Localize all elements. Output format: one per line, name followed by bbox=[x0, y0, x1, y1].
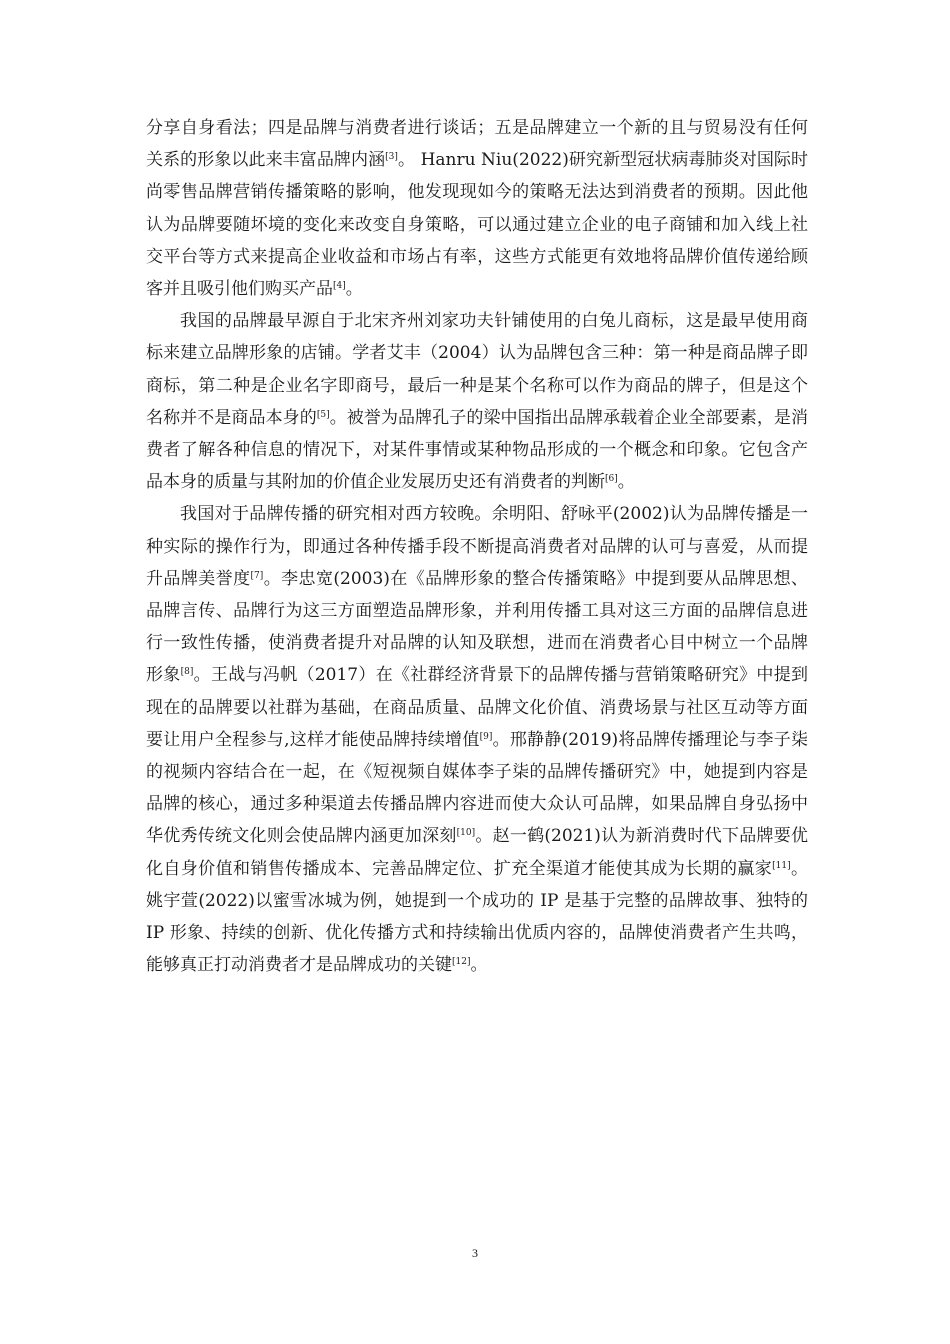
paragraph-3 bbox=[146, 498, 808, 981]
text-run: 。 bbox=[470, 955, 488, 976]
citation-ref: [12] bbox=[452, 957, 471, 968]
citation-ref: [11] bbox=[772, 860, 791, 871]
text-run: 。邢静静(2019)将品牌传播理论与李子柒的视频内容结合在一起，在《短视频自媒体李子柒的品牌传播研究》中，她提到内容是品牌的核心，通过多种渠道去传播品牌内容进而使大众认可品牌，如果品牌自身弘扬中华优秀传统文化则会使品牌内涵更加深刻 bbox=[146, 729, 808, 847]
text-run: 。 Hanru Niu(2022)研究新型冠状病毒肺炎对国际时尚零售品牌营销传播策略的影响，他发现现如今的策略无法达到消费者的预期。因此他认为品牌要随坏境的变化来改变自身策略，可以通过建立企业的电子商铺和加入线上社交平台等方式来提高企业收益和市场占有率，这些方式能更有效地将品牌价值传递给顾客并且吸引他们购买产品 bbox=[146, 150, 808, 300]
citation-ref: [9] bbox=[479, 731, 493, 742]
citation-ref: [10] bbox=[456, 828, 476, 839]
page-number: 3 bbox=[472, 1246, 478, 1260]
text-run: 。 bbox=[617, 472, 635, 493]
document-body bbox=[146, 112, 808, 981]
paragraph-1 bbox=[146, 112, 808, 305]
citation-ref: [8] bbox=[180, 667, 194, 678]
text-run: 。 bbox=[345, 279, 363, 300]
text-run: 。李忠宽(2003)在《品牌形象的整合传播策略》中提到要从品牌思想、品牌言传、品牌行为这三方面塑造品牌形象，并利用传播工具对这三方面的品牌信息进行一致性传播，使消费者提升对品牌的认知及联想，进而在消费者心目中树立一个品牌形象 bbox=[146, 568, 809, 686]
citation-ref: [7] bbox=[250, 570, 264, 581]
citation-ref: [3] bbox=[385, 152, 398, 163]
text-run: 我国对于品牌传播的研究相对西方较晚。余明阳、舒咏平(2002)认为品牌传播是一种实际的操作行为，即通过各种传播手段不断提高消费者对品牌的认可与喜爱，从而提升品牌美誉度 bbox=[146, 504, 808, 589]
text-run: 。被誉为品牌孔子的梁中国指出品牌承载着企业全部要素，是消费者了解各种信息的情况下，对某件事情或某种物品形成的一个概念和印象。它包含产品本身的质量与其附加的价值企业发展历史还有消费者的判断 bbox=[146, 407, 809, 493]
citation-ref: [6] bbox=[605, 474, 618, 485]
text-run: 。赵一鹤(2021)认为新消费时代下品牌要优化自身价值和销售传播成本、完善品牌定位、扩充全渠道才能使其成为长期的赢家 bbox=[146, 826, 809, 879]
citation-ref: [4] bbox=[333, 281, 346, 292]
text-run: 。姚宇萱(2022)以蜜雪冰城为例，她提到一个成功的 IP 是基于完整的品牌故事、独特的 IP 形象、持续的创新、优化传播方式和持续输出优质内容的，品牌使消费者产生共鸣，能够真正打动消费者才是品牌成功的关键 bbox=[146, 858, 809, 976]
text-run: 我国的品牌最早源自于北宋齐州刘家功夫针铺使用的白兔儿商标，这是最早使用商标来建立品牌形象的店铺。学者艾丰（2004）认为品牌包含三种：第一种是商品牌子即商标，第二种是企业名字即商号，最后一种是某个名称可以作为商品的牌子，但是这个名称并不是商品本身的 bbox=[146, 311, 808, 428]
text-run: 。王战与冯帆（2017）在《社群经济背景下的品牌传播与营销策略研究》中提到现在的品牌要以社群为基础，在商品质量、品牌文化价值、消费场景与社区互动等方面要让用户全程参与,这样才能使品牌持续增值 bbox=[146, 665, 809, 750]
paragraph-2 bbox=[146, 305, 808, 498]
text-run: 分享自身看法；四是品牌与消费者进行谈话；五是品牌建立一个新的且与贸易没有任何关系的形象以此来丰富品牌内涵 bbox=[146, 118, 808, 171]
citation-ref: [5] bbox=[316, 409, 330, 420]
